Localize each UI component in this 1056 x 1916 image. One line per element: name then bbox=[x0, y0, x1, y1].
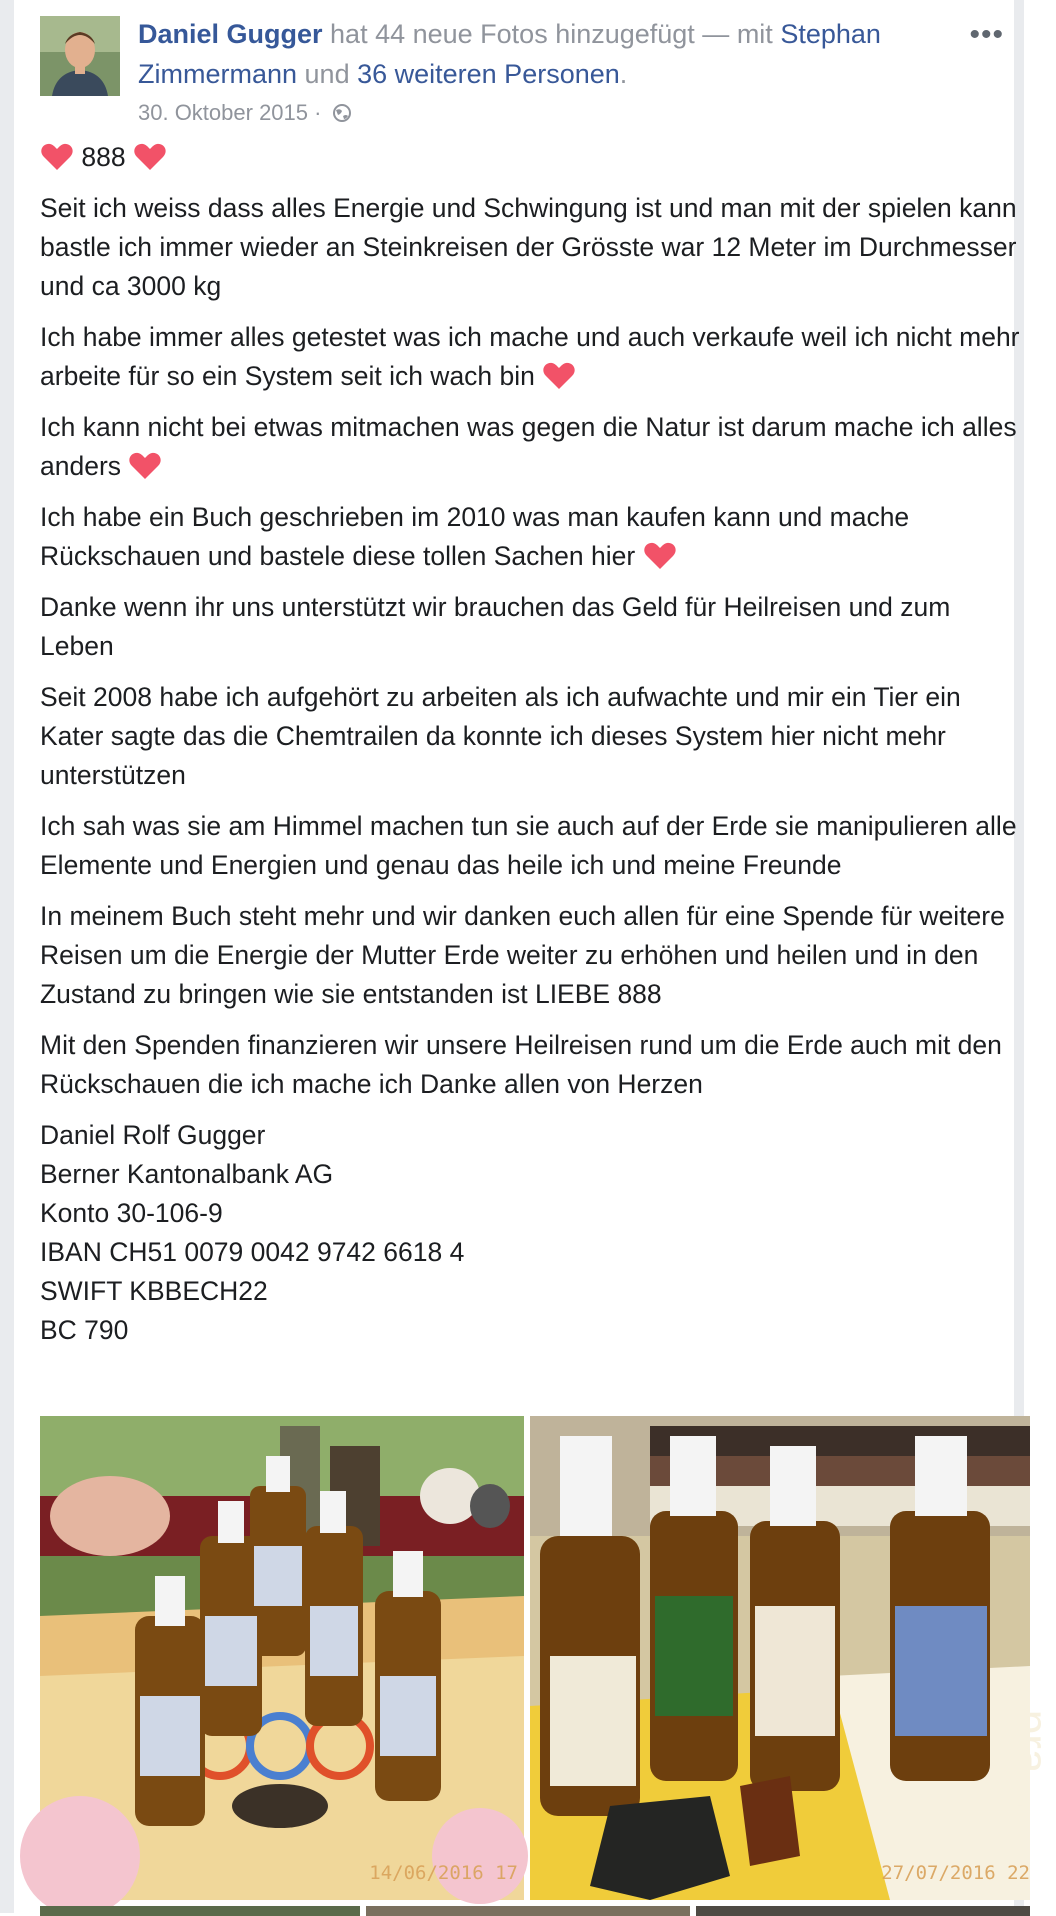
paragraph bbox=[40, 498, 1030, 576]
heart-icon bbox=[128, 451, 162, 481]
paragraph bbox=[40, 318, 1030, 396]
paragraph-text: Ich kann nicht bei etwas mitmachen was gegen die Natur ist darum mache ich alles anders bbox=[40, 412, 1017, 481]
photo-thumbnail[interactable] bbox=[40, 1906, 360, 1916]
heart-icon bbox=[133, 142, 167, 172]
paragraph-text: Seit ich weiss dass alles Energie und Schwingung ist und man mit der spielen kann bastle ich immer wieder an Steinkreisen der Grösste war 12 Meter im Durchmesser und ca 3000 kg bbox=[40, 193, 1017, 301]
heart-icon bbox=[542, 361, 576, 391]
post-card bbox=[14, 0, 1056, 1913]
photo-thumbnail-row bbox=[40, 1906, 1030, 1916]
bank-line: SWIFT KBBECH22 bbox=[40, 1276, 268, 1306]
and-text: und bbox=[297, 59, 358, 89]
paragraph bbox=[40, 189, 1030, 306]
feed-background-left bbox=[0, 0, 14, 1913]
bank-line: Berner Kantonalbank AG bbox=[40, 1159, 334, 1189]
paragraph-text: In meinem Buch steht mehr und wir danken euch allen für eine Spende für weitere Reisen um die Energie der Mutter Erde weiter zu erhöhen und heilen und in den Zustand zu bringen wie sie entstanden ist LIEBE 888 bbox=[40, 901, 1005, 1009]
paragraph-text: Mit den Spenden finanzieren wir unsere Heilreisen rund um die Erde auch mit den Rückschauen die ich mache ich Danke allen von Herzen bbox=[40, 1030, 1002, 1099]
heart-icon bbox=[40, 142, 74, 172]
photo-bottles-on-table[interactable] bbox=[530, 1416, 1056, 1900]
tagged-person-link[interactable]: Stephan Zimmermann bbox=[138, 19, 881, 89]
intro-line bbox=[40, 138, 1030, 177]
photo-grid bbox=[40, 1416, 1056, 1913]
paragraph-text: Danke wenn ihr uns unterstützt wir brauchen das Geld für Heilreisen und zum Leben bbox=[40, 592, 951, 661]
author-name-link[interactable]: Daniel Gugger bbox=[138, 19, 323, 49]
paragraph bbox=[40, 588, 1030, 666]
post-body bbox=[40, 138, 1030, 1350]
paragraph-text: Ich sah was sie am Himmel machen tun sie auch auf der Erde sie manipulieren alle Elemente und Energien und genau das heile ich und meine Freunde bbox=[40, 811, 1017, 880]
bank-line: Konto 30-106-9 bbox=[40, 1198, 223, 1228]
post-meta bbox=[138, 98, 352, 128]
post-date-link[interactable]: 30. Oktober 2015 bbox=[138, 100, 309, 125]
others-link[interactable]: 36 weiteren Personen bbox=[357, 59, 620, 89]
bank-line: IBAN CH51 0079 0042 9742 6618 4 bbox=[40, 1237, 465, 1267]
photo-thumbnail[interactable] bbox=[696, 1906, 1030, 1916]
paragraph bbox=[40, 807, 1030, 885]
photo-thumbnail[interactable] bbox=[366, 1906, 690, 1916]
paragraph bbox=[40, 1026, 1030, 1104]
photo-overlay-text: pra... bbox=[1007, 1709, 1056, 1810]
bank-details bbox=[40, 1116, 1030, 1350]
author-avatar[interactable] bbox=[40, 16, 120, 96]
more-options-button[interactable]: ••• bbox=[969, 18, 1004, 51]
globe-icon[interactable] bbox=[332, 103, 352, 123]
photo-spray-bottles-stones[interactable] bbox=[40, 1416, 524, 1900]
intro-number: 888 bbox=[81, 142, 126, 172]
header-period: . bbox=[619, 59, 628, 89]
heart-icon bbox=[643, 541, 677, 571]
bank-line: Daniel Rolf Gugger bbox=[40, 1120, 266, 1150]
meta-separator: · bbox=[308, 100, 328, 125]
paragraph bbox=[40, 897, 1030, 1014]
bank-line: BC 790 bbox=[40, 1315, 129, 1345]
paragraph bbox=[40, 678, 1030, 795]
paragraph-text: Ich habe ein Buch geschrieben im 2010 was man kaufen kann und mache Rückschauen und bastele diese tollen Sachen hier bbox=[40, 502, 910, 571]
paragraph bbox=[40, 408, 1030, 486]
post-action-text: hat 44 neue Fotos hinzugefügt — mit bbox=[322, 19, 781, 49]
paragraph-text: Seit 2008 habe ich aufgehört zu arbeiten als ich aufwachte und mir ein Tier ein Kater sagte das die Chemtrailen da konnte ich dieses System hier nicht mehr unterstützen bbox=[40, 682, 961, 790]
photo-timestamp: 14/06/2016 17 bbox=[369, 1862, 518, 1884]
paragraph-text: Ich habe immer alles getestet was ich mache und auch verkaufe weil ich nicht mehr arbeite für so ein System seit ich wach bin bbox=[40, 322, 1020, 391]
post-header bbox=[138, 14, 928, 94]
photo-timestamp: 27/07/2016 22 bbox=[881, 1862, 1030, 1884]
